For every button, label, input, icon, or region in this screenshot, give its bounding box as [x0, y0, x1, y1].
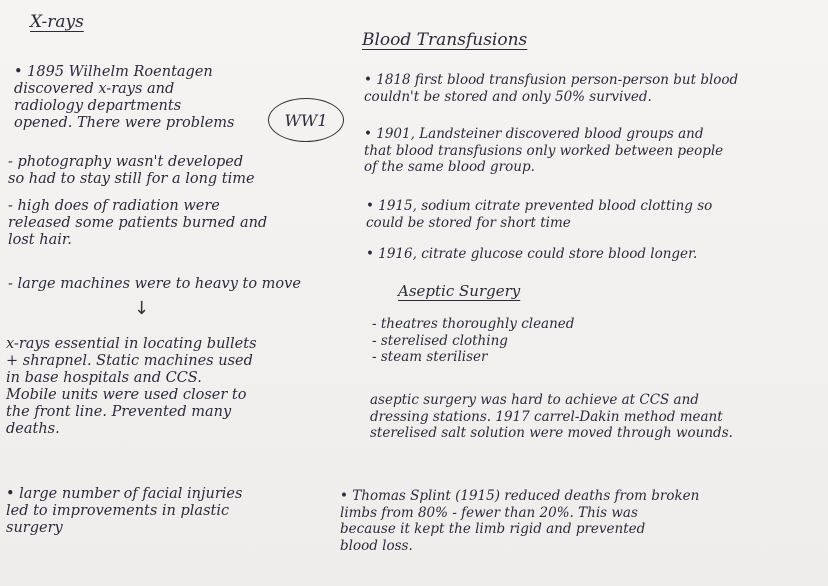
blood-item-1818: • 1818 first blood transfusion person-person but blood couldn't be stored and only 50% survived. [364, 72, 739, 105]
blood-item-1915: • 1915, sodium citrate prevented blood clotting so could be stored for short time [366, 198, 713, 231]
xrays-facial-injuries: • large number of facial injuries led to improvements in plastic surgery [6, 486, 243, 536]
xrays-bullet-1895: • 1895 Wilhelm Roentagen discovered x-rays and radiology departments opened. There were problems [14, 64, 235, 131]
xrays-title: X-rays [30, 12, 84, 32]
xrays-problem-machines: - large machines were to heavy to move [8, 276, 301, 292]
xrays-problem-radiation: - high does of radiation were released some patients burned and lost hair. [8, 198, 268, 248]
aseptic-list: - theatres thoroughly cleaned - sterelised clothing - steam steriliser [372, 316, 575, 365]
ww1-circle-label: WW1 [268, 98, 344, 142]
xrays-essential-paragraph: x-rays essential in locating bullets + shrapnel. Static machines used in base hospitals and CCS. Mobile units were used closer to the front line. Prevented many deaths. [6, 336, 257, 437]
down-arrow-icon: ↓ [134, 298, 150, 319]
aseptic-paragraph: aseptic surgery was hard to achieve at CCS and dressing stations. 1917 carrel-Dakin method meant sterelised salt solution were moved through wounds. [370, 392, 733, 441]
thomas-splint-note: • Thomas Splint (1915) reduced deaths from broken limbs from 80% - fewer than 20%. This was because it kept the limb rigid and prevented blood loss. [340, 488, 700, 554]
blood-item-1916: • 1916, citrate glucose could store blood longer. [366, 246, 698, 262]
xrays-problem-photography: - photography wasn't developed so had to stay still for a long time [8, 154, 255, 187]
blood-transfusions-title: Blood Transfusions [362, 30, 528, 50]
blood-item-1901: • 1901, Landsteiner discovered blood groups and that blood transfusions only worked between people of the same blood group. [364, 126, 724, 175]
aseptic-surgery-title: Aseptic Surgery [398, 282, 521, 300]
